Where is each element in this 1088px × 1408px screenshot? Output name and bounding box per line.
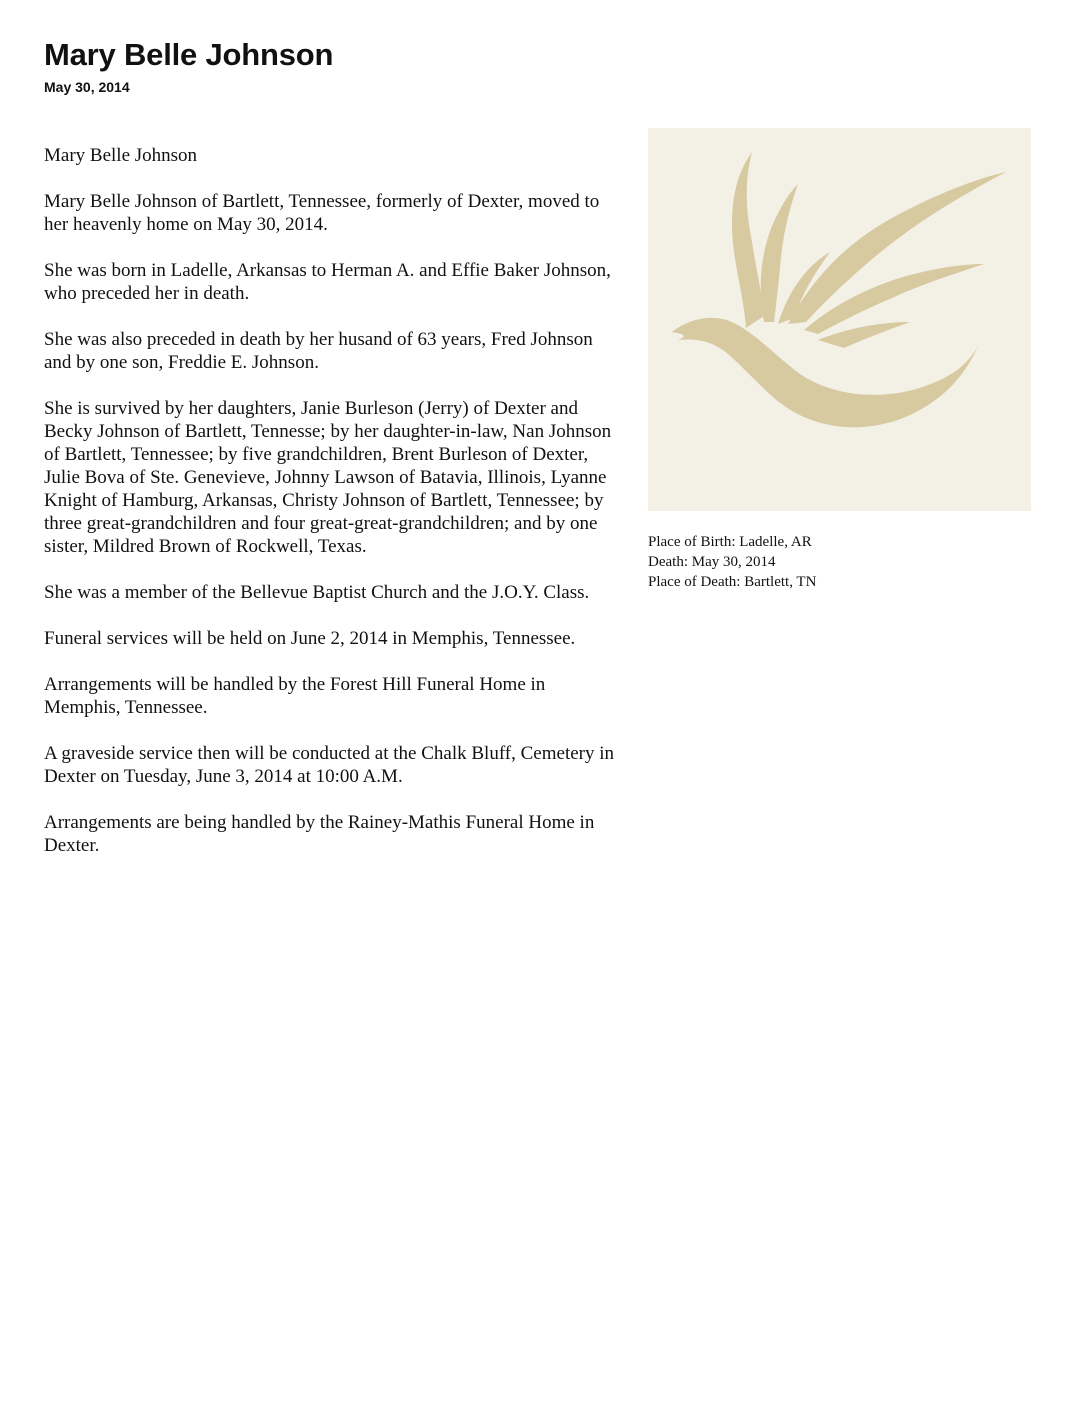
- obituary-name-paragraph: Mary Belle Johnson: [44, 145, 198, 166]
- obituary-paragraph: Arrangements are being handled by the Rainey-Mathis Funeral Home in Dexter.: [44, 812, 595, 856]
- obituary-paragraph: She was born in Ladelle, Arkansas to Herman A. and Effie Baker Johnson, who preceded her in death.: [44, 260, 611, 304]
- death-date: Death: May 30, 2014: [648, 554, 776, 570]
- obituary-paragraph: Mary Belle Johnson of Bartlett, Tennessee, formerly of Dexter, moved to her heavenly home on May 30, 2014.: [44, 191, 600, 235]
- obituary-body: [44, 144, 614, 880]
- header: [44, 36, 684, 96]
- place-of-death: Place of Death: Bartlett, TN: [648, 574, 817, 590]
- obituary-paragraph: Arrangements will be handled by the Forest Hill Funeral Home in Memphis, Tennessee.: [44, 674, 546, 718]
- facts-panel: [648, 532, 1031, 592]
- dove-image: [648, 128, 1031, 511]
- obituary-paragraph: A graveside service then will be conducted at the Chalk Bluff, Cemetery in Dexter on Tuesday, June 3, 2014 at 10:00 A.M.: [44, 743, 615, 787]
- dove-shape: [672, 152, 1006, 427]
- page-date: May 30, 2014: [44, 79, 130, 95]
- page-title: Mary Belle Johnson: [44, 37, 334, 72]
- place-of-birth: Place of Birth: Ladelle, AR: [648, 534, 812, 550]
- obituary-paragraph: Funeral services will be held on June 2, 2014 in Memphis, Tennessee.: [44, 628, 576, 649]
- obituary-paragraph: She is survived by her daughters, Janie Burleson (Jerry) of Dexter and Becky Johnson of Bartlett, Tennesse; by her daughter-in-law, Nan Johnson of Bartlett, Tennessee; by five grandchildren, Brent Burleson of Dexter, Julie Bova of Ste. Genevieve, Johnny Lawson of Batavia, Illinois, Lyanne Knight of Hamburg, Arkansas, Christy Johnson of Bartlett, Tennessee; by three great-grandchildren and four great-great-grandchildren; and by one sister, Mildred Brown of Rockwell, Texas.: [44, 398, 612, 557]
- obituary-paragraph: She was a member of the Bellevue Baptist Church and the J.O.Y. Class.: [44, 582, 590, 603]
- obituary-paragraph: She was also preceded in death by her husand of 63 years, Fred Johnson and by one son, Freddie E. Johnson.: [44, 329, 593, 373]
- dove-icon: [648, 128, 1031, 511]
